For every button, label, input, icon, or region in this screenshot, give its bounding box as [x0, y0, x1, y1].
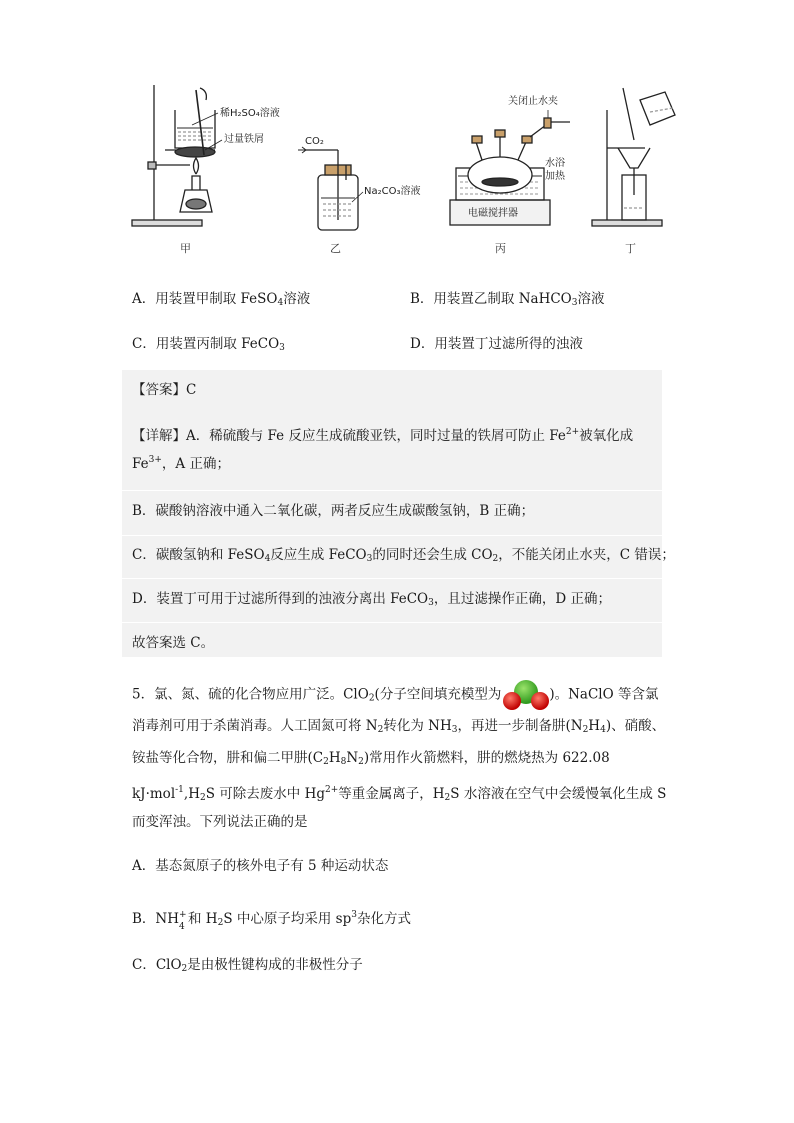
label-water-bath-2: 加热 — [545, 171, 565, 182]
answer-conclusion: 故答案选 C。 — [132, 635, 215, 651]
caption-bing: 丙 — [495, 242, 506, 255]
q5-line-3: 铵盐等化合物，肼和偏二甲肼$(C_2H_8N_2)$常用作火箭燃料，肼的燃烧热为 622.08 — [132, 750, 610, 767]
clo2-space-filling-model-icon — [501, 680, 549, 710]
answer-detail-2: $Fe^{3+}$，A 正确； — [132, 455, 230, 472]
apparatus-jia — [132, 85, 215, 226]
answer-label: 【答案】C — [132, 382, 197, 398]
label-acid: 稀H₂SO₄溶液 — [220, 108, 280, 119]
caption-jia: 甲 — [180, 242, 191, 255]
label-iron: 过量铁屑 — [224, 134, 264, 145]
apparatus-figure — [120, 80, 680, 265]
apparatus-ding — [592, 88, 675, 226]
option-d-q4: D．用装置丁过滤所得的浊液 — [410, 336, 583, 352]
answer-divider — [122, 578, 662, 579]
answer-divider — [122, 490, 662, 491]
q5-option-a: A．基态氮原子的核外电子有 5 种运动状态 — [132, 858, 389, 874]
label-water-bath-1: 水浴 — [545, 158, 565, 169]
option-c-q4: C．用装置丙制取 FeCO$_3$ — [132, 336, 285, 353]
answer-detail-4: C．碳酸氢钠和 FeSO$_4$反应生成 FeCO$_3$的同时还会生成 $CO_2$，不能关闭止水夹，C 错误； — [132, 547, 675, 564]
label-na2co3: Na₂CO₃溶液 — [364, 186, 421, 197]
label-clamp: 关闭止水夹 — [508, 96, 558, 107]
caption-yi: 乙 — [330, 242, 341, 255]
apparatus-yi — [298, 147, 358, 230]
answer-detail-5: D．装置丁可用于过滤所得到的浊液分离出 FeCO$_3$，且过滤操作正确，D 正确； — [132, 591, 611, 608]
q5-line-2: 消毒剂可用于杀菌消毒。人工固氮可将 $N_2$转化为 $NH_3$，再进一步制备肼$(N_2H_4)$、硝酸、 — [132, 718, 666, 735]
answer-divider — [122, 622, 662, 623]
label-stirrer: 电磁搅拌器 — [468, 208, 518, 219]
answer-detail-3: B．碳酸钠溶液中通入二氧化碳，两者反应生成碳酸氢钠，B 正确； — [132, 503, 535, 519]
answer-divider — [122, 535, 662, 536]
q5-line-1: 5．氯、氮、硫的化合物应用广泛。ClO$_2$(分子空间填充模型为 )。NaClO 等含氯 — [132, 680, 658, 710]
apparatus-diagram — [120, 80, 680, 265]
label-co2: CO₂ — [305, 136, 324, 147]
q5-option-c: C．ClO$_2$是由极性键构成的非极性分子 — [132, 957, 363, 974]
q5-option-b: B．NH + 4 和 $H_2S$ 中心原子均采用 $sp^3$杂化方式 — [132, 909, 411, 932]
option-a-q4: A．用装置甲制取 FeSO$_4$溶液 — [132, 291, 311, 308]
answer-detail-1: 【详解】A．稀硫酸与 Fe 反应生成硫酸亚铁，同时过量的铁屑可防止 $Fe^{2+}$被氧化成 — [132, 427, 634, 444]
q5-line-4: $kJ\cdot mol^{-1},H_2S$ 可除去废水中 $Hg^{2+}$等重金属离子，$H_2S$ 水溶液在空气中会缓慢氧化生成 S — [132, 785, 667, 803]
option-b-q4: B．用装置乙制取 NaHCO$_3$溶液 — [410, 291, 605, 308]
caption-ding: 丁 — [625, 242, 636, 255]
q5-line-5: 而变浑浊。下列说法正确的是 — [132, 814, 308, 830]
